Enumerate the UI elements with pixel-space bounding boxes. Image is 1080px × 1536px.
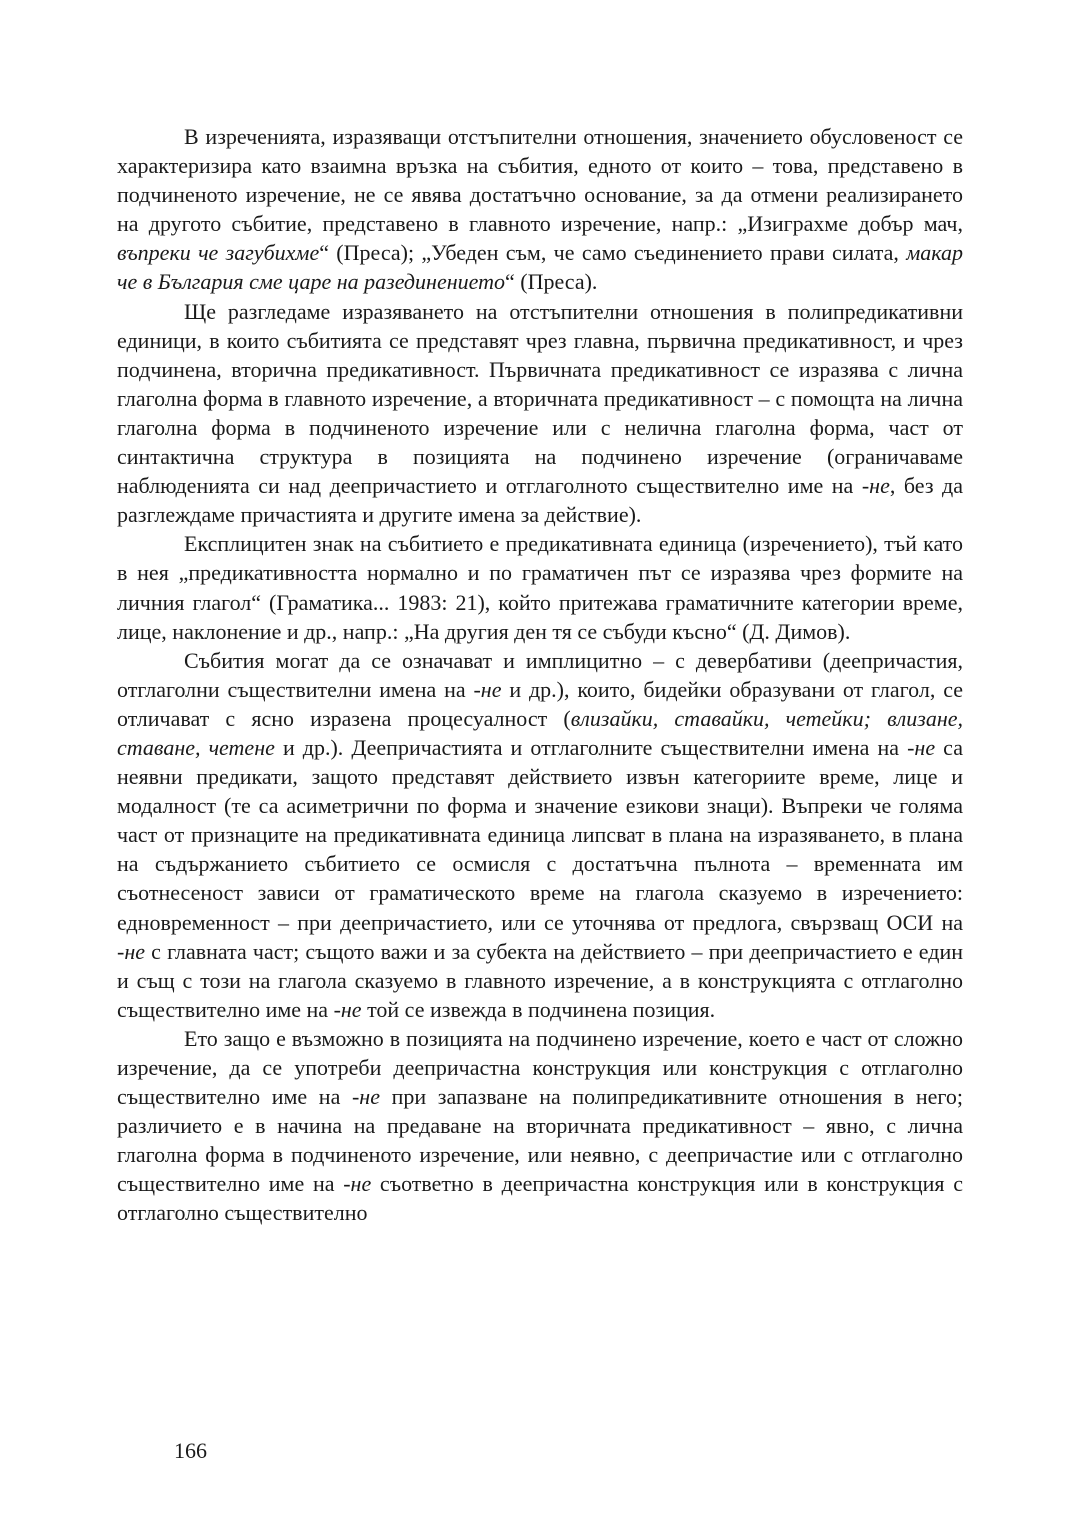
text-run: съответно в деепричастна конструкция или в конструкция с отглаголно съществително [117,1171,963,1226]
italic-suffix: -не [117,938,146,964]
text-run: В изреченията, изразяващи отстъпителни отношения, значението обусловеност се характеризира като взаимна връзка на събития, едното от които – това, представено в подчиненото изречение, не се явява достатъчно основание, за да отмени реализирането на другото събитие, представено в главното изречение, напр.: „Изиграхме добър мач, [117,124,963,237]
italic-suffix: -не [343,1171,372,1197]
italic-suffix: -не [907,734,936,760]
italic-suffix: -не [333,996,362,1022]
paragraph [117,122,963,297]
text-run: са неявни предикати, защото представят действието извън категориите време, лице и модалност (те са асиметрични по форма и значение езикови знаци). Въпреки че голяма част от признаците на предикативната единица липсват в плана на изразяването, в плана на съдържанието събитието се осмисля с достатъчна пълнота – временната им съотнесеност зависи от граматическото време на глагола сказуемо в изречението: едновременност – при деепричастието, или се уточнява от предлога, свързващ ОСИ на [117,734,963,935]
document-body [117,122,963,1228]
italic-example: макар че в България сме царе на разединението [117,240,963,295]
text-run: Ето защо е възможно в позицията на подчинено изречение, което е част от сложно изречение, да се употреби деепричастна конструкция или конструкция с отглаголно съществително име на [117,1025,963,1110]
paragraph [117,646,963,1024]
text-run: при запазване на полипредикативните отношения в него; различието е в начина на предаване на вторичната предикативност – явно, с лична глаголна форма в подчиненото изречение, или неявно, с деепричастие или с отглаголно съществително име на [117,1084,963,1197]
text-run: Експлицитен знак на събитието е предикативната единица (изречението), тъй като в нея „предикативността нормално и по граматичен път се изразява чрез формите на личния глагол“ (Граматика... 1983: 21), който притежава граматичните категории време, лице, наклонение и др., напр.: „На другия ден тя се събуди късно“ (Д. Димов). [117,531,963,644]
text-run: , без да разглеждаме причастията и другите имена за действие). [117,473,963,528]
italic-example: влизайки, ставайки, четейки; влизане, ставане, четене [117,705,963,760]
italic-example: въпреки че загубихме [117,240,320,266]
italic-suffix: -не [473,676,502,702]
text-run: Ще разгледаме изразяването на отстъпителни отношения в полипредикативни единици, в които събитията се представят чрез главна, първична предикативност, и чрез подчинена, вторична предикативност. Първичната предикативност се изразява с лична глаголна форма в главното изречение, а вторичната предикативност – с помощта на лична глаголна форма в подчиненото изречение или с нелична глаголна форма, част от синтактична структура в позицията на подчинено изречение (ограничаваме наблюденията си над деепричастието и отглаголното съществително име на [117,298,963,499]
paragraph [117,529,963,645]
paragraph [117,1024,963,1228]
text-run: с главната част; същото важи и за субекта на действието – при деепричастието е един и същ с този на глагола сказуемо в главното изречение, а в конструкцията с отглаголно съществително име на [117,938,963,1022]
italic-suffix: -не [351,1084,380,1110]
italic-suffix: -не [861,473,890,499]
text-run: “ (Преса). [505,269,598,295]
text-run: и др.), които, бидейки образувани от глагол, се отличават с ясно изразена процесуалност ( [117,676,963,731]
page-number: 166 [174,1438,207,1463]
text-run: и др.). Деепричастията и отглаголните съществителни имена на [274,734,908,760]
paragraph [117,297,963,530]
text-run: той се извежда в подчинена позиция. [361,996,716,1022]
text-run: Събития могат да се означават и имплицитно – с девербативи (деепричастия, отглаголни съществителни имена на [117,647,963,702]
text-run: “ (Преса); „Убеден съм, че само съединението прави силата, [319,240,907,266]
